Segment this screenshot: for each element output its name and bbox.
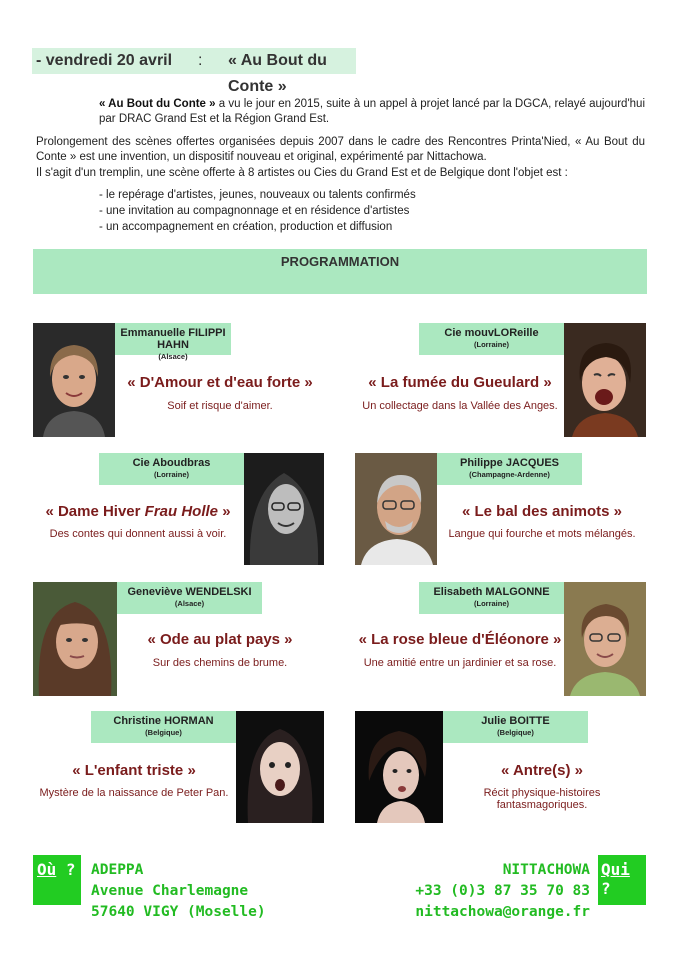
show-title-pre: « Dame Hiver: [45, 503, 145, 520]
where-box: [33, 855, 81, 905]
date-banner: [32, 48, 356, 95]
intro-bold-title: « Au Bout du Conte »: [99, 98, 216, 110]
artist-photo: [355, 711, 443, 823]
intro-paragraph-1: [99, 97, 645, 127]
artist-photo: [33, 582, 117, 696]
show-title-italic: Frau Holle: [144, 503, 219, 520]
intro-paragraph-2: Prolongement des scènes offertes organisées depuis 2007 dans le cadre des Rencontres Printa'Nied, « Au Bout du Conte » est une invention, un dispositif nouveau et original, expérimenté par Nittachowa.: [36, 136, 645, 163]
show-subtitle: Langue qui fourche et mots mélangés.: [448, 528, 636, 540]
show-subtitle: Mystère de la naissance de Peter Pan.: [39, 787, 229, 799]
artist-region: (Champagne-Ardenne): [469, 470, 550, 479]
venue-address: [91, 860, 266, 923]
artist-name: Cie mouvLOReille: [444, 327, 539, 339]
date-colon: :: [198, 52, 203, 69]
artist-region: (Alsace): [174, 599, 205, 608]
artist-region: (Belgique): [497, 728, 534, 737]
contact-info: [380, 860, 590, 923]
show-title: « L'enfant triste »: [72, 762, 196, 779]
show-title: « Le bal des animots »: [461, 503, 623, 520]
event-title: « Au Bout du Conte »: [228, 52, 327, 95]
who-question-mark: ?: [601, 879, 611, 898]
who-box: [598, 855, 646, 905]
show-subtitle: Récit physique-histoires fantasmagoriques.: [483, 787, 601, 811]
artist-name: Emmanuelle FILIPPI HAHN: [120, 327, 226, 351]
artist-region: (Lorraine): [473, 599, 509, 608]
list-item: - un accompagnement en création, production et diffusion: [99, 221, 393, 233]
artist-name: Philippe JACQUES: [459, 457, 560, 469]
show-subtitle: Soif et risque d'aimer.: [167, 400, 273, 412]
artist-name-box: [443, 711, 588, 743]
who-label: Qui: [601, 860, 630, 879]
intro-paragraph-3: Il s'agit d'un tremplin, une scène offerte à 8 artistes ou Cies du Grand Est et de Belgique dont l'objet est :: [36, 167, 568, 179]
contact-email[interactable]: nittachowa@orange.fr: [415, 904, 590, 920]
show-title: [33, 503, 243, 520]
artist-region: (Belgique): [145, 728, 182, 737]
artist-name: Cie Aboudbras: [132, 457, 211, 469]
list-item: - une invitation au compagnonnage et en résidence d'artistes: [99, 205, 410, 217]
venue-street: Avenue Charlemagne: [91, 883, 249, 899]
artist-name-box: [91, 711, 236, 743]
intro-p1-text: a vu le jour en 2015, suite à un appel à projet lancé par la DGCA, relayé aujourd'hui par DRAC Grand Est et la Région Grand Est.: [99, 98, 645, 125]
show-subtitle: Sur des chemins de brume.: [152, 657, 288, 669]
list-item: - le repérage d'artistes, jeunes, nouveaux ou talents confirmés: [99, 189, 416, 201]
artist-name-box: [117, 582, 262, 614]
show-subtitle: Une amitié entre un jardinier et sa rose.: [363, 657, 557, 669]
show-title: « La fumée du Gueulard »: [368, 374, 552, 391]
venue-name: ADEPPA: [91, 862, 144, 878]
where-question-mark: ?: [65, 860, 76, 879]
artist-name-box: [437, 453, 582, 485]
venue-city: 57640 VIGY (Moselle): [91, 904, 266, 920]
artist-region: (Lorraine): [153, 470, 189, 479]
artist-name-box: [419, 582, 564, 614]
event-date: - vendredi 20 avril: [36, 52, 173, 69]
artist-region: (Lorraine): [473, 340, 509, 349]
show-subtitle: Un collectage dans la Vallée des Anges.: [362, 400, 558, 412]
show-title: « Antre(s) »: [501, 762, 583, 779]
artist-name: Elisabeth MALGONNE: [433, 586, 550, 598]
show-title: « Ode au plat pays »: [147, 631, 293, 648]
artist-name: Julie BOITTE: [481, 715, 550, 727]
programmation-header: PROGRAMMATION: [33, 249, 647, 294]
artist-photo: [564, 323, 646, 437]
artist-region: (Alsace): [158, 352, 188, 361]
artist-photo: [564, 582, 646, 696]
artist-photo: [355, 453, 437, 565]
contact-phone[interactable]: +33 (0)3 87 35 70 83: [415, 883, 590, 899]
contact-name: NITTACHOWA: [502, 862, 590, 878]
show-subtitle: Des contes qui donnent aussi à voir.: [49, 528, 227, 540]
artist-name-box: [419, 323, 564, 355]
objectives-list: [99, 187, 599, 235]
show-title: « La rose bleue d'Éléonore »: [358, 631, 562, 648]
artist-name: Geneviève WENDELSKI: [127, 586, 252, 598]
artist-name: Christine HORMAN: [113, 715, 214, 727]
show-title: « D'Amour et d'eau forte »: [127, 374, 313, 391]
artist-photo: [33, 323, 115, 437]
artist-photo: [244, 453, 324, 565]
where-label: Où: [37, 860, 57, 879]
artist-name-box: [115, 323, 231, 361]
artist-photo: [236, 711, 324, 823]
artist-name-box: [99, 453, 244, 485]
show-title-post: »: [218, 503, 231, 520]
